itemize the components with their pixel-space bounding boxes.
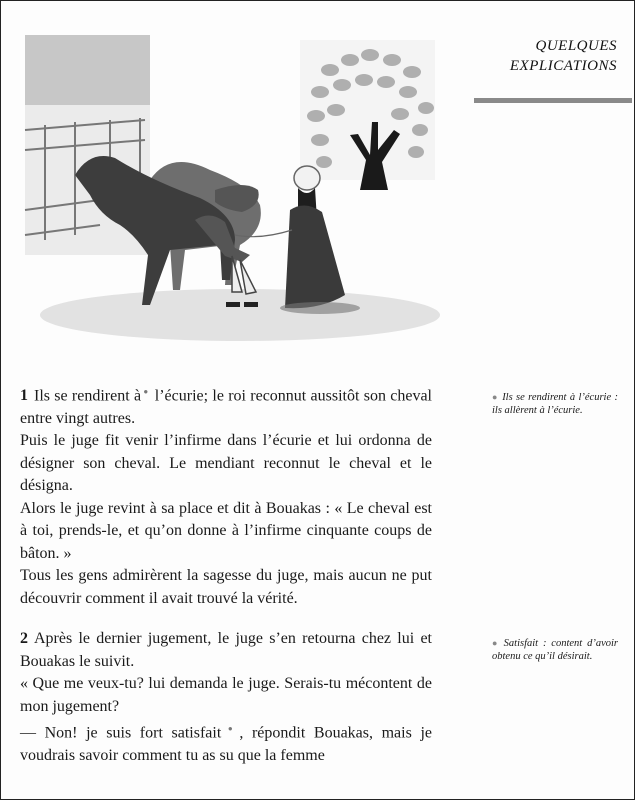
explanations-title [437,36,617,76]
paragraph-text: Ils se rendirent à [34,387,142,405]
paragraph-text: Alors le juge revint à sa place et dit à Bouakas : « Le cheval est à toi, prends-le, et qu’on donne à l’infirme cinquante coups de bâton. » [20,499,432,562]
paragraph-number: 1 [20,387,28,405]
paragraph-text: « Que me veux-tu? lui demanda le juge. Serais-tu mécontent de mon jugement? [20,675,432,715]
note-text: Satisfait : content d’avoir obtenu ce qu’il désirait. [492,638,618,662]
explanations-rule [474,98,632,103]
note-text: Ils se rendirent à l’écurie : ils allèrent à l’écurie. [492,392,618,416]
note-bullet-icon: ● [492,392,499,402]
paragraph-1 [20,381,432,610]
footnote-marker: ● [223,724,238,733]
paragraph-text: Puis le juge fit venir l’infirme dans l’écurie et lui ordonna de désigner son cheval. Le mendiant reconnut le cheval et le désigna. [20,432,432,495]
paragraph-2 [20,628,432,767]
note-bullet-icon: ● [492,638,500,648]
note-2 [492,637,618,663]
paragraph-text: — Non! je suis fort satisfait [20,724,222,742]
note-1 [492,391,618,417]
explanations-title-line2: EXPLICATIONS [509,58,617,74]
paragraph-text: l’écurie; le roi reconnut aussitôt son cheval entre vingt autres. [20,387,432,427]
horses-judge-illustration [20,30,440,350]
explanations-title-line1: QUELQUES [535,38,617,54]
paragraph-number: 2 [20,630,28,647]
illustration [20,30,440,350]
footnote-marker: ● [143,387,149,396]
paragraph-text: Après le dernier jugement, le juge s’en retourna chez lui et Bouakas le suivit. [20,630,432,670]
paragraph-text: Tous les gens admirèrent la sagesse du juge, mais aucun ne put découvrir comment il avait trouvé la vérité. [20,567,432,607]
paragraph-text: , répondit Bouakas, mais je voudrais savoir comment tu as su que la femme [20,724,432,764]
